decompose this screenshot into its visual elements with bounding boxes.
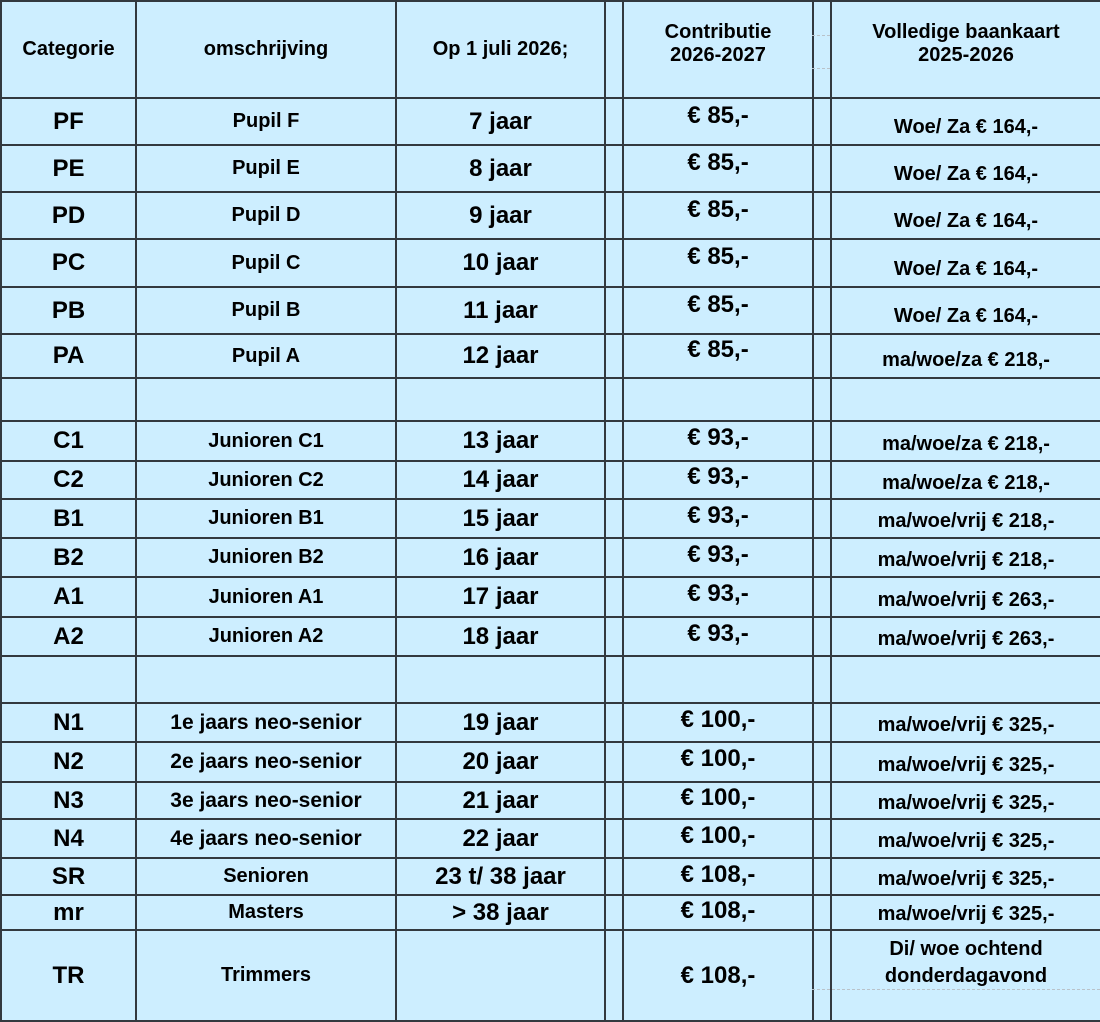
empty-cell xyxy=(831,656,1100,703)
track-card-text: Woe/ Za € 164,- xyxy=(893,305,1039,327)
track-card-text: ma/woe/za € 218,- xyxy=(882,432,1050,455)
spacer-cell xyxy=(813,703,831,742)
age-value: 9 jaar xyxy=(396,192,605,239)
table-row-pe xyxy=(1,145,1100,192)
spacer-cell xyxy=(605,499,623,538)
empty-cell xyxy=(623,656,813,703)
spacer-cell xyxy=(605,858,623,895)
header-track-card xyxy=(831,1,1100,98)
category-code: mr xyxy=(1,895,136,930)
fee-text: € 100,- xyxy=(680,745,756,772)
header-category: Categorie xyxy=(1,1,136,98)
table-row-mr xyxy=(1,895,1100,930)
fee-text: € 100,- xyxy=(680,705,756,733)
fee-text: € 108,- xyxy=(680,860,756,888)
fee-text: € 85,- xyxy=(687,336,749,363)
spacer-cell xyxy=(605,617,623,656)
age-value: 18 jaar xyxy=(396,617,605,656)
table-row-pb xyxy=(1,287,1100,334)
track-card-value xyxy=(831,782,1100,819)
category-code: N3 xyxy=(1,782,136,819)
empty-cell xyxy=(396,656,605,703)
age-value: 21 jaar xyxy=(396,782,605,819)
spacer-cell xyxy=(605,192,623,239)
fee-value xyxy=(623,334,813,378)
fee-value xyxy=(623,742,813,782)
spacer-cell xyxy=(605,461,623,499)
spacer-cell xyxy=(605,703,623,742)
table-row-sr xyxy=(1,858,1100,895)
age-value: 22 jaar xyxy=(396,819,605,858)
track-card-value xyxy=(831,858,1100,895)
category-description: Junioren C2 xyxy=(136,461,396,499)
table-row-n4 xyxy=(1,819,1100,858)
age-value: 12 jaar xyxy=(396,334,605,378)
header-age-reference: Op 1 juli 2026; xyxy=(396,1,605,98)
spacer-cell xyxy=(605,145,623,192)
spacer-cell xyxy=(813,192,831,239)
spacer-cell xyxy=(605,239,623,287)
age-value: 7 jaar xyxy=(396,98,605,145)
header-contribution-line1: Contributie xyxy=(664,20,772,43)
spacer-cell xyxy=(813,782,831,819)
spacer-cell xyxy=(813,538,831,577)
spacer-cell xyxy=(813,742,831,782)
fee-value xyxy=(623,287,813,334)
track-card-value xyxy=(831,287,1100,334)
category-description: Junioren C1 xyxy=(136,421,396,461)
header-track-card-line1: Volledige baankaart xyxy=(872,20,1060,43)
category-description: Pupil F xyxy=(136,98,396,145)
empty-cell xyxy=(1,378,136,421)
empty-cell xyxy=(136,378,396,421)
spacer-column xyxy=(605,1,623,98)
spacer-cell xyxy=(813,145,831,192)
header-contribution xyxy=(623,1,813,98)
category-code: PC xyxy=(1,239,136,287)
empty-cell xyxy=(623,378,813,421)
fee-value xyxy=(623,421,813,461)
track-card-text: Woe/ Za € 164,- xyxy=(893,116,1039,138)
age-value: 8 jaar xyxy=(396,145,605,192)
spacer-cell xyxy=(813,239,831,287)
category-code: PB xyxy=(1,287,136,334)
fee-value xyxy=(623,819,813,858)
category-code: N2 xyxy=(1,742,136,782)
track-card-text: ma/woe/vrij € 263,- xyxy=(877,588,1055,611)
fee-text: € 100,- xyxy=(680,821,756,849)
fee-text: € 93,- xyxy=(687,463,749,490)
spacer-cell xyxy=(813,421,831,461)
fee-value xyxy=(623,239,813,287)
track-card-value xyxy=(831,334,1100,378)
category-code: N4 xyxy=(1,819,136,858)
fee-text: € 85,- xyxy=(687,290,749,318)
table-row-pa xyxy=(1,334,1100,378)
spacer-cell xyxy=(813,617,831,656)
track-card-value xyxy=(831,192,1100,239)
spacer-cell xyxy=(813,334,831,378)
fee-text: € 85,- xyxy=(687,148,749,176)
spacer-cell xyxy=(605,742,623,782)
table-row-n1 xyxy=(1,703,1100,742)
table-row-c2 xyxy=(1,461,1100,499)
spacer-cell xyxy=(605,656,623,703)
age-value: 10 jaar xyxy=(396,239,605,287)
track-card-text: ma/woe/za € 218,- xyxy=(882,471,1050,494)
spacer-cell xyxy=(605,378,623,421)
dashed-guide-line xyxy=(812,68,830,69)
age-value: > 38 jaar xyxy=(396,895,605,930)
spacer-cell xyxy=(813,577,831,617)
category-code: N1 xyxy=(1,703,136,742)
spacer-cell xyxy=(605,819,623,858)
track-card-value xyxy=(831,239,1100,287)
track-card-text: ma/woe/vrij € 218,- xyxy=(877,549,1055,571)
header-description: omschrijving xyxy=(136,1,396,98)
category-description: Junioren A1 xyxy=(136,577,396,617)
track-card-value xyxy=(831,461,1100,499)
age-value: 19 jaar xyxy=(396,703,605,742)
track-card-value xyxy=(831,617,1100,656)
spacer-cell xyxy=(813,287,831,334)
age-value: 11 jaar xyxy=(396,287,605,334)
category-code: B1 xyxy=(1,499,136,538)
fee-value xyxy=(623,858,813,895)
track-card-text: Woe/ Za € 164,- xyxy=(893,163,1039,185)
spacer-cell xyxy=(813,858,831,895)
table-row-pd xyxy=(1,192,1100,239)
table-row-a2 xyxy=(1,617,1100,656)
empty-cell xyxy=(396,378,605,421)
track-card-value xyxy=(831,930,1100,1021)
fee-value xyxy=(623,782,813,819)
spacer-cell xyxy=(813,499,831,538)
spacer-cell xyxy=(605,577,623,617)
empty-cell xyxy=(1,656,136,703)
category-code: SR xyxy=(1,858,136,895)
category-description: Pupil C xyxy=(136,239,396,287)
fee-text: € 93,- xyxy=(687,540,749,568)
track-card-value xyxy=(831,145,1100,192)
track-card-text: Woe/ Za € 164,- xyxy=(893,210,1039,232)
spacer-cell xyxy=(813,656,831,703)
track-card-line2: donderdagavond xyxy=(884,964,1048,987)
track-card-value xyxy=(831,98,1100,145)
fee-value xyxy=(623,98,813,145)
spacer-cell xyxy=(813,378,831,421)
age-value: 23 t/ 38 jaar xyxy=(396,858,605,895)
track-card-value xyxy=(831,703,1100,742)
track-card-text: ma/woe/vrij € 218,- xyxy=(877,510,1055,532)
table-row-c1 xyxy=(1,421,1100,461)
empty-cell xyxy=(831,378,1100,421)
fee-text: € 85,- xyxy=(687,243,749,270)
track-card-text: ma/woe/vrij € 325,- xyxy=(877,714,1055,736)
header-row xyxy=(1,1,1100,98)
category-description: Junioren B2 xyxy=(136,538,396,577)
header-contribution-line2: 2026-2027 xyxy=(670,43,766,66)
spacer-cell xyxy=(813,98,831,145)
fee-value xyxy=(623,617,813,656)
fee-value xyxy=(623,895,813,930)
track-card-text: ma/woe/vrij € 325,- xyxy=(877,868,1055,890)
age-value: 14 jaar xyxy=(396,461,605,499)
age-value: 20 jaar xyxy=(396,742,605,782)
track-card-value xyxy=(831,819,1100,858)
fee-text: € 93,- xyxy=(687,501,749,529)
fee-text: € 93,- xyxy=(687,424,749,451)
table-row-b1 xyxy=(1,499,1100,538)
category-description: 1e jaars neo-senior xyxy=(136,703,396,742)
dashed-guide-line xyxy=(812,989,1100,990)
category-description: 3e jaars neo-senior xyxy=(136,782,396,819)
track-card-line1: Di/ woe ochtend xyxy=(889,937,1043,960)
track-card-text: ma/woe/vrij € 325,- xyxy=(877,753,1055,776)
fee-text: € 93,- xyxy=(687,619,749,647)
age-value: 13 jaar xyxy=(396,421,605,461)
spacer-cell xyxy=(813,819,831,858)
spacer-cell xyxy=(605,895,623,930)
fee-text: € 100,- xyxy=(680,783,756,811)
table-row-pc xyxy=(1,239,1100,287)
table-row-n3 xyxy=(1,782,1100,819)
blank-separator-row xyxy=(1,378,1100,421)
fee-value xyxy=(623,499,813,538)
track-card-text: ma/woe/vrij € 325,- xyxy=(877,903,1055,925)
track-card-text: ma/woe/vrij € 325,- xyxy=(877,830,1055,852)
fee-value xyxy=(623,703,813,742)
category-code: PA xyxy=(1,334,136,378)
track-card-value xyxy=(831,538,1100,577)
fee-text: € 85,- xyxy=(687,101,749,129)
table-row-pf xyxy=(1,98,1100,145)
spacer-cell xyxy=(605,538,623,577)
track-card-text: ma/woe/vrij € 325,- xyxy=(877,792,1055,814)
category-description: Pupil D xyxy=(136,192,396,239)
blank-separator-row xyxy=(1,656,1100,703)
track-card-text: ma/woe/za € 218,- xyxy=(882,348,1050,371)
category-description: Masters xyxy=(136,895,396,930)
track-card-value xyxy=(831,742,1100,782)
track-card-text: ma/woe/vrij € 263,- xyxy=(877,628,1055,650)
category-code: B2 xyxy=(1,538,136,577)
fee-value xyxy=(623,538,813,577)
spacer-cell xyxy=(813,461,831,499)
category-description: Pupil A xyxy=(136,334,396,378)
fee-value: € 108,- xyxy=(623,930,813,1021)
category-description: Junioren A2 xyxy=(136,617,396,656)
fee-value xyxy=(623,461,813,499)
spacer-cell xyxy=(605,334,623,378)
age-value: 17 jaar xyxy=(396,577,605,617)
table-row-a1 xyxy=(1,577,1100,617)
spacer-cell xyxy=(605,421,623,461)
table-row-n2 xyxy=(1,742,1100,782)
track-card-text: Woe/ Za € 164,- xyxy=(893,257,1039,280)
category-code: A2 xyxy=(1,617,136,656)
age-value: 15 jaar xyxy=(396,499,605,538)
category-description: Pupil B xyxy=(136,287,396,334)
category-code: C2 xyxy=(1,461,136,499)
spacer-cell xyxy=(605,930,623,1021)
track-card-value xyxy=(831,577,1100,617)
dashed-guide-line xyxy=(812,35,830,36)
age-value: 16 jaar xyxy=(396,538,605,577)
category-code: PF xyxy=(1,98,136,145)
table-row-b2 xyxy=(1,538,1100,577)
category-description: 2e jaars neo-senior xyxy=(136,742,396,782)
header-track-card-line2: 2025-2026 xyxy=(918,43,1014,66)
spacer-column xyxy=(813,1,831,98)
spacer-cell xyxy=(605,287,623,334)
category-code: C1 xyxy=(1,421,136,461)
fee-text: € 108,- xyxy=(680,896,756,924)
category-code: TR xyxy=(1,930,136,1021)
spacer-cell xyxy=(813,930,831,1021)
spacer-cell xyxy=(605,782,623,819)
age-value xyxy=(396,930,605,1021)
table-row-tr xyxy=(1,930,1100,1021)
category-description: Senioren xyxy=(136,858,396,895)
fee-text: € 93,- xyxy=(687,580,749,607)
fee-value xyxy=(623,145,813,192)
fee-text: € 85,- xyxy=(687,195,749,223)
category-code: PD xyxy=(1,192,136,239)
category-description: Junioren B1 xyxy=(136,499,396,538)
track-card-value xyxy=(831,895,1100,930)
fee-value xyxy=(623,577,813,617)
track-card-value xyxy=(831,499,1100,538)
track-card-value xyxy=(831,421,1100,461)
spacer-cell xyxy=(813,895,831,930)
fee-value xyxy=(623,192,813,239)
empty-cell xyxy=(136,656,396,703)
category-code: A1 xyxy=(1,577,136,617)
spacer-cell xyxy=(605,98,623,145)
category-description: 4e jaars neo-senior xyxy=(136,819,396,858)
category-code: PE xyxy=(1,145,136,192)
category-description: Trimmers xyxy=(136,930,396,1021)
category-description: Pupil E xyxy=(136,145,396,192)
